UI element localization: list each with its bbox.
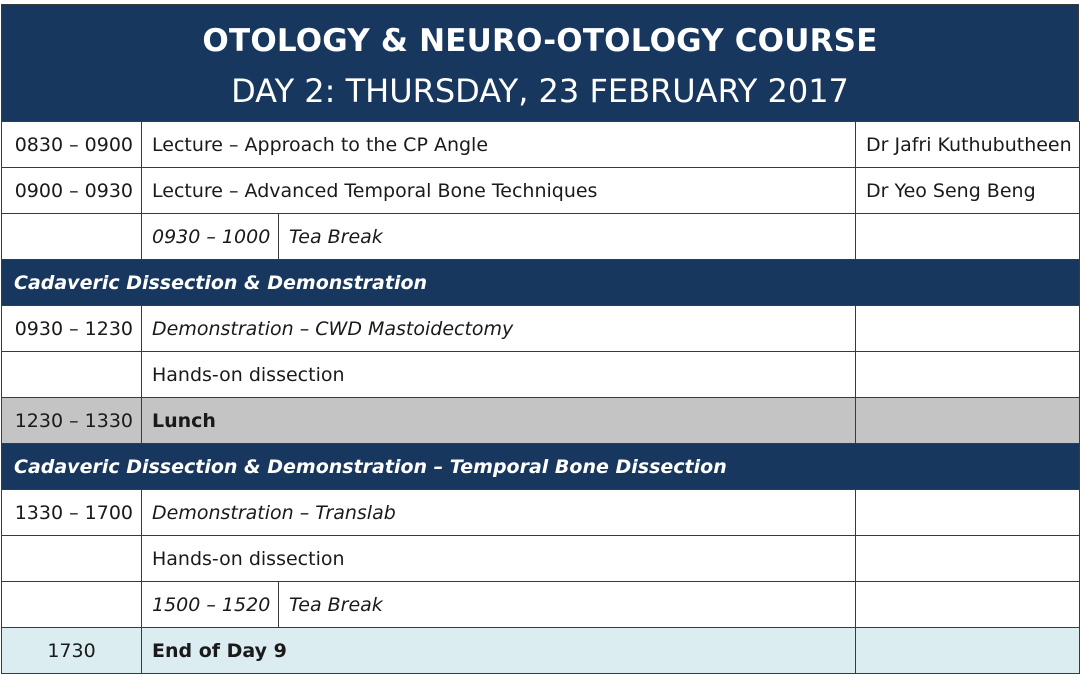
activity-cell: Hands-on dissection <box>142 536 856 582</box>
time-cell: 0900 – 0930 <box>2 168 142 214</box>
lunch-row <box>2 398 1080 444</box>
section-heading: Cadaveric Dissection & Demonstration – Temporal Bone Dissection <box>2 444 1080 490</box>
time-cell <box>2 214 142 260</box>
time-cell <box>2 536 142 582</box>
table-row <box>2 306 1080 352</box>
time-cell: 1330 – 1700 <box>2 490 142 536</box>
table-row <box>2 490 1080 536</box>
activity-cell: Tea Break <box>279 582 856 628</box>
speaker-cell <box>856 352 1080 398</box>
speaker-cell <box>856 582 1080 628</box>
end-of-day-row <box>2 628 1080 674</box>
activity-cell: Demonstration – CWD Mastoidectomy <box>142 306 856 352</box>
activity-cell: Lecture – Advanced Temporal Bone Techniques <box>142 168 856 214</box>
table-row <box>2 536 1080 582</box>
activity-cell: End of Day 9 <box>142 628 856 674</box>
speaker-cell: Dr Yeo Seng Beng <box>856 168 1080 214</box>
speaker-cell <box>856 536 1080 582</box>
section-heading: Cadaveric Dissection & Demonstration <box>2 260 1080 306</box>
table-row <box>2 214 1080 260</box>
time-cell: 0930 – 1230 <box>2 306 142 352</box>
speaker-cell <box>856 214 1080 260</box>
section-row <box>2 260 1080 306</box>
schedule-header <box>1 4 1079 122</box>
time-cell <box>2 352 142 398</box>
subtime-cell: 1500 – 1520 <box>142 582 279 628</box>
activity-cell: Demonstration – Translab <box>142 490 856 536</box>
schedule-table <box>1 121 1080 674</box>
table-row <box>2 168 1080 214</box>
activity-cell: Hands-on dissection <box>142 352 856 398</box>
table-row <box>2 582 1080 628</box>
course-title: OTOLOGY & NEURO-OTOLOGY COURSE <box>202 23 878 59</box>
activity-cell: Tea Break <box>279 214 856 260</box>
table-row <box>2 352 1080 398</box>
subtime-cell: 0930 – 1000 <box>142 214 279 260</box>
speaker-cell <box>856 628 1080 674</box>
time-cell: 0830 – 0900 <box>2 122 142 168</box>
time-cell: 1230 – 1330 <box>2 398 142 444</box>
speaker-cell <box>856 398 1080 444</box>
speaker-cell <box>856 306 1080 352</box>
table-row <box>2 122 1080 168</box>
time-cell: 1730 <box>2 628 142 674</box>
speaker-cell <box>856 490 1080 536</box>
day-subtitle: DAY 2: THURSDAY, 23 FEBRUARY 2017 <box>231 72 849 110</box>
activity-cell: Lunch <box>142 398 856 444</box>
speaker-cell: Dr Jafri Kuthubutheen <box>856 122 1080 168</box>
section-row <box>2 444 1080 490</box>
activity-cell: Lecture – Approach to the CP Angle <box>142 122 856 168</box>
time-cell <box>2 582 142 628</box>
